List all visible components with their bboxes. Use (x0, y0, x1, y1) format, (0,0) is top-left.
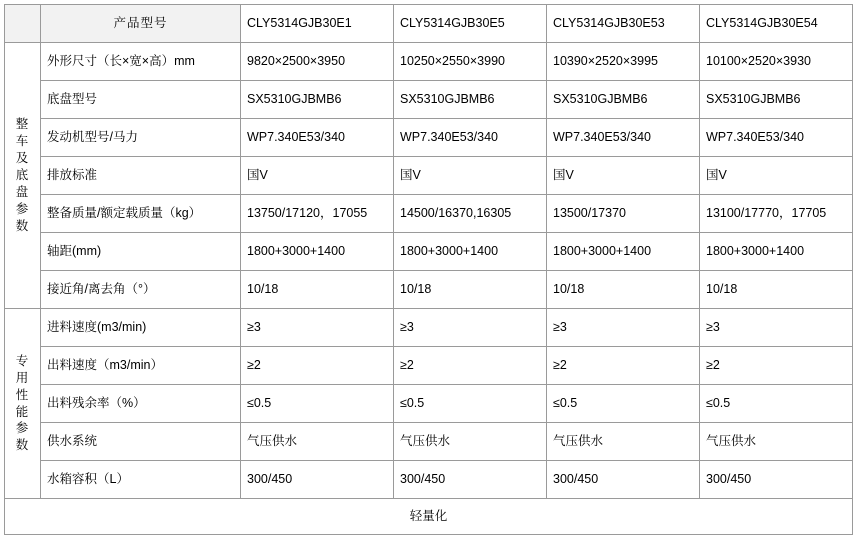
row-label: 出料速度（m3/min） (41, 347, 241, 385)
table-row (5, 43, 853, 81)
row-value: 13100/17770，17705 (700, 195, 853, 233)
table-row (5, 423, 853, 461)
row-value: 10/18 (241, 271, 394, 309)
row-label: 排放标准 (41, 157, 241, 195)
row-value: 国V (547, 157, 700, 195)
row-label: 整备质量/额定载质量（kg） (41, 195, 241, 233)
row-label: 底盘型号 (41, 81, 241, 119)
footer-note: 轻量化 (5, 499, 853, 535)
table-header-row (5, 5, 853, 43)
row-value: 10/18 (394, 271, 547, 309)
row-value: 气压供水 (547, 423, 700, 461)
table-row (5, 195, 853, 233)
row-value: 300/450 (394, 461, 547, 499)
row-value: 10390×2520×3995 (547, 43, 700, 81)
row-label: 外形尺寸（长×宽×高）mm (41, 43, 241, 81)
row-value: 9820×2500×3950 (241, 43, 394, 81)
table-row (5, 347, 853, 385)
row-value: 10250×2550×3990 (394, 43, 547, 81)
table-row (5, 81, 853, 119)
row-label: 轴距(mm) (41, 233, 241, 271)
header-model-1: CLY5314GJB30E1 (241, 5, 394, 43)
row-value: SX5310GJBMB6 (700, 81, 853, 119)
group-label-chassis-text: 整车及底盘参数 (15, 117, 30, 233)
table-footer-row (5, 499, 853, 535)
row-value: 300/450 (700, 461, 853, 499)
row-value: WP7.340E53/340 (241, 119, 394, 157)
row-label: 出料残余率（%） (41, 385, 241, 423)
row-value: 10/18 (700, 271, 853, 309)
row-value: ≤0.5 (394, 385, 547, 423)
table-row (5, 233, 853, 271)
row-value: 气压供水 (700, 423, 853, 461)
row-label: 发动机型号/马力 (41, 119, 241, 157)
header-product-model-title: 产品型号 (41, 5, 241, 43)
row-value: 10100×2520×3930 (700, 43, 853, 81)
group-label-special-performance (5, 309, 41, 499)
row-value: ≥3 (394, 309, 547, 347)
row-value: ≤0.5 (241, 385, 394, 423)
row-value: ≥2 (394, 347, 547, 385)
vehicle-spec-table (4, 4, 853, 535)
row-value: SX5310GJBMB6 (547, 81, 700, 119)
header-model-3: CLY5314GJB30E53 (547, 5, 700, 43)
row-value: 1800+3000+1400 (547, 233, 700, 271)
row-value: ≥3 (241, 309, 394, 347)
row-value: ≤0.5 (700, 385, 853, 423)
row-value: WP7.340E53/340 (700, 119, 853, 157)
table-row (5, 157, 853, 195)
row-value: 1800+3000+1400 (394, 233, 547, 271)
row-value: 国V (700, 157, 853, 195)
row-value: WP7.340E53/340 (394, 119, 547, 157)
row-label: 供水系统 (41, 423, 241, 461)
row-value: 13500/17370 (547, 195, 700, 233)
row-value: 300/450 (547, 461, 700, 499)
header-model-2: CLY5314GJB30E5 (394, 5, 547, 43)
row-value: 1800+3000+1400 (241, 233, 394, 271)
row-label: 进料速度(m3/min) (41, 309, 241, 347)
table-row (5, 385, 853, 423)
row-value: 1800+3000+1400 (700, 233, 853, 271)
header-corner-cell (5, 5, 41, 43)
header-model-4: CLY5314GJB30E54 (700, 5, 853, 43)
group-label-special-performance-text: 专用性能参数 (15, 353, 30, 453)
row-value: 国V (394, 157, 547, 195)
row-value: ≥3 (700, 309, 853, 347)
table-row (5, 271, 853, 309)
row-value: ≥2 (547, 347, 700, 385)
row-value: 14500/16370,16305 (394, 195, 547, 233)
table-row (5, 461, 853, 499)
row-value: WP7.340E53/340 (547, 119, 700, 157)
row-value: 300/450 (241, 461, 394, 499)
table-row (5, 309, 853, 347)
row-label: 水箱容积（L） (41, 461, 241, 499)
row-value: 国V (241, 157, 394, 195)
row-value: SX5310GJBMB6 (241, 81, 394, 119)
row-value: ≥2 (241, 347, 394, 385)
row-label: 接近角/离去角（°） (41, 271, 241, 309)
row-value: ≥3 (547, 309, 700, 347)
row-value: 10/18 (547, 271, 700, 309)
table-row (5, 119, 853, 157)
row-value: 13750/17120，17055 (241, 195, 394, 233)
row-value: SX5310GJBMB6 (394, 81, 547, 119)
row-value: ≥2 (700, 347, 853, 385)
row-value: 气压供水 (241, 423, 394, 461)
group-label-chassis (5, 43, 41, 309)
row-value: 气压供水 (394, 423, 547, 461)
row-value: ≤0.5 (547, 385, 700, 423)
